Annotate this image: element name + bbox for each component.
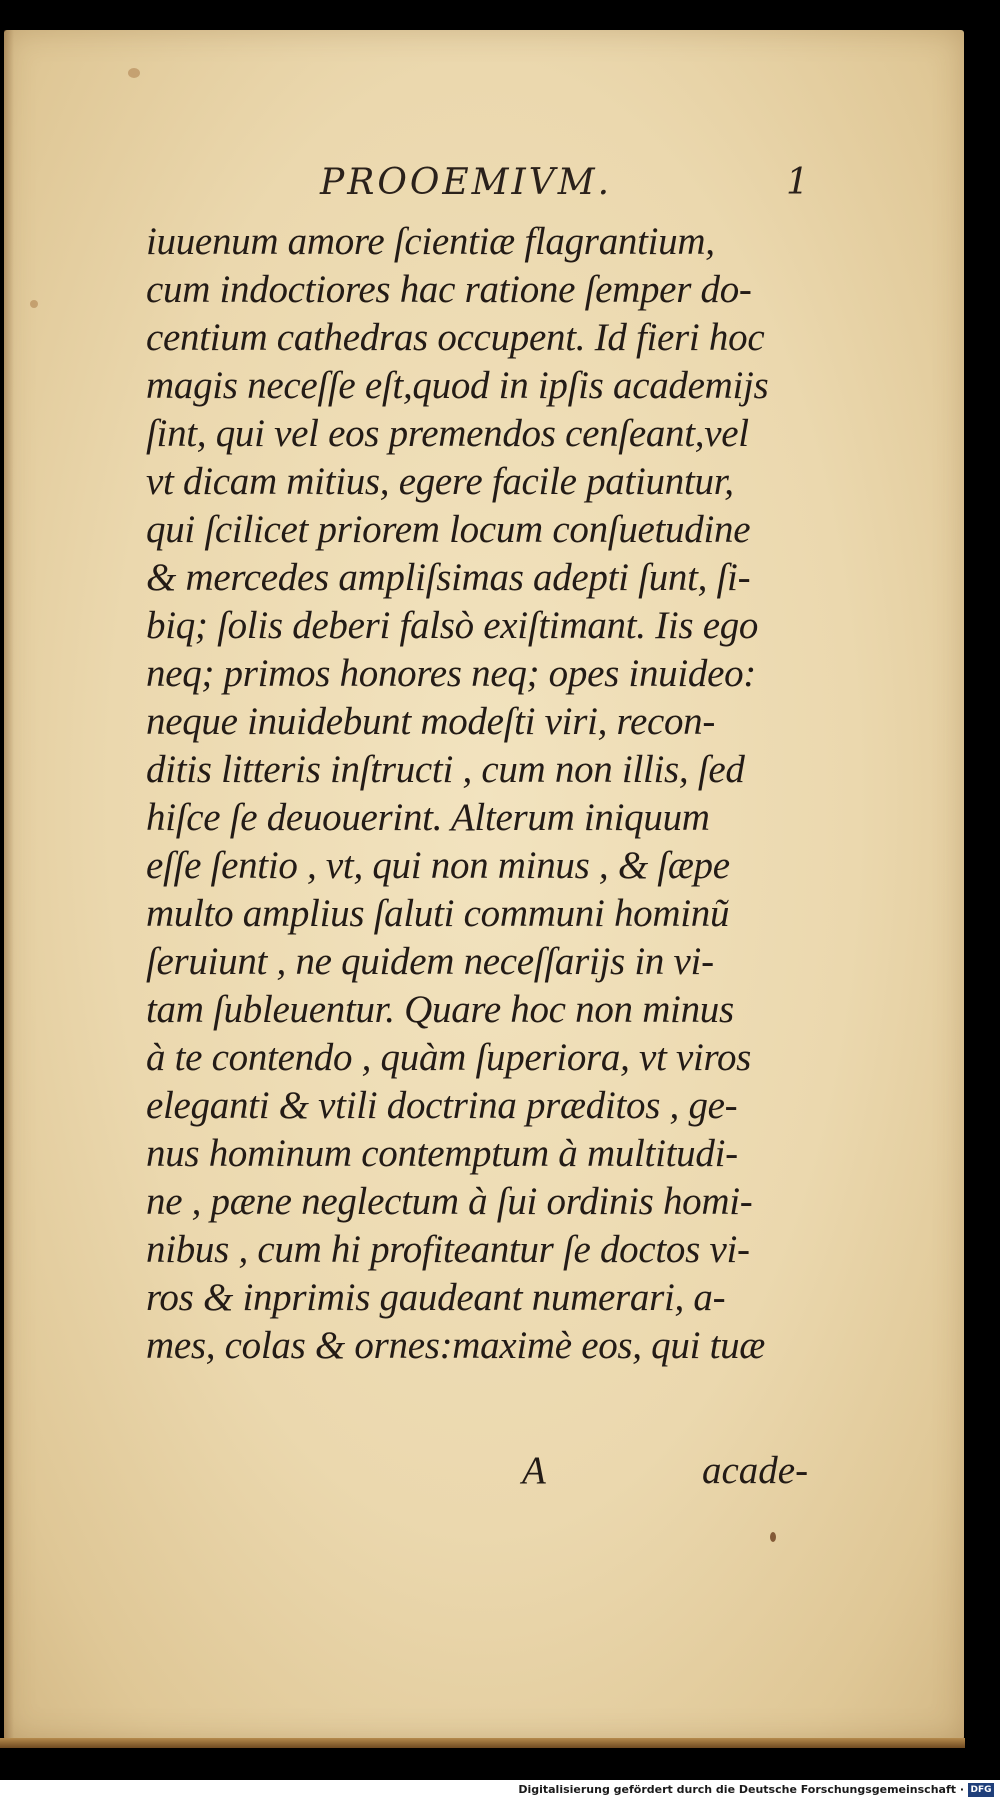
page-gutter-shadow xyxy=(4,30,14,1740)
signature-mark: A xyxy=(522,1449,546,1492)
body-text xyxy=(146,218,816,1370)
catchword: acade- xyxy=(702,1449,809,1492)
text-line: ditis litteris inſtructi , cum non illis, ſed xyxy=(146,748,745,791)
paper-stain xyxy=(770,1532,776,1542)
text-line: iuuenum amore ſcientiæ flagrantium, xyxy=(146,220,715,263)
text-line: à te contendo , quàm ſuperiora, vt viros xyxy=(146,1036,752,1079)
text-line: hiſce ſe deuouerint. Alterum iniquum xyxy=(146,796,710,839)
text-line: biq; ſolis deberi falsò exiſtimant. Iis ego xyxy=(146,604,759,647)
dfg-logo-icon: DFG xyxy=(968,1783,994,1797)
catchline xyxy=(146,1448,816,1498)
text-line: magis neceſſe eſt,quod in ipſis academijs xyxy=(146,364,769,407)
digitization-footer xyxy=(0,1780,1000,1800)
paper-stain xyxy=(128,68,140,78)
funding-credit: Digitalisierung gefördert durch die Deutsche Forschungsgemeinschaft · xyxy=(518,1783,964,1796)
text-line: mes, colas & ornes:maximè eos, qui tuæ xyxy=(146,1324,766,1367)
text-line: qui ſcilicet priorem locum conſuetudine xyxy=(146,508,751,551)
text-line: eſſe ſentio , vt, qui non minus , & ſæpe xyxy=(146,844,730,887)
page-number: 1 xyxy=(786,162,809,203)
text-line: eleganti & vtili doctrina præditos , ge- xyxy=(146,1084,738,1127)
text-line: nus hominum contemptum à multitudi- xyxy=(146,1132,738,1175)
text-line: & mercedes ampliſsimas adepti ſunt, ſi- xyxy=(146,556,751,599)
page-header xyxy=(120,162,820,222)
text-line: ſint, qui vel eos premendos cenſeant,vel xyxy=(146,412,749,455)
paper-stain xyxy=(30,300,38,308)
text-line: neque inuidebunt modeſti viri, recon- xyxy=(146,700,716,743)
text-line: cum indoctiores hac ratione ſemper do- xyxy=(146,268,752,311)
text-line: neq; primos honores neq; opes inuideo: xyxy=(146,652,756,695)
text-line: multo amplius ſaluti communi hominũ xyxy=(146,892,730,935)
text-line: tam ſubleuentur. Quare hoc non minus xyxy=(146,988,734,1031)
running-head: PROOEMIVM. xyxy=(320,162,613,203)
text-line: centium cathedras occupent. Id fieri hoc xyxy=(146,316,765,359)
text-line: ſeruiunt , ne quidem neceſſarijs in vi- xyxy=(146,940,714,983)
page-bottom-edge xyxy=(0,1738,965,1748)
text-line: ne , pæne neglectum à ſui ordinis homi- xyxy=(146,1180,753,1223)
text-line: nibus , cum hi profiteantur ſe doctos vi- xyxy=(146,1228,750,1271)
text-line: ros & inprimis gaudeant numerari, a- xyxy=(146,1276,726,1319)
text-line: vt dicam mitius, egere facile patiuntur, xyxy=(146,460,734,503)
